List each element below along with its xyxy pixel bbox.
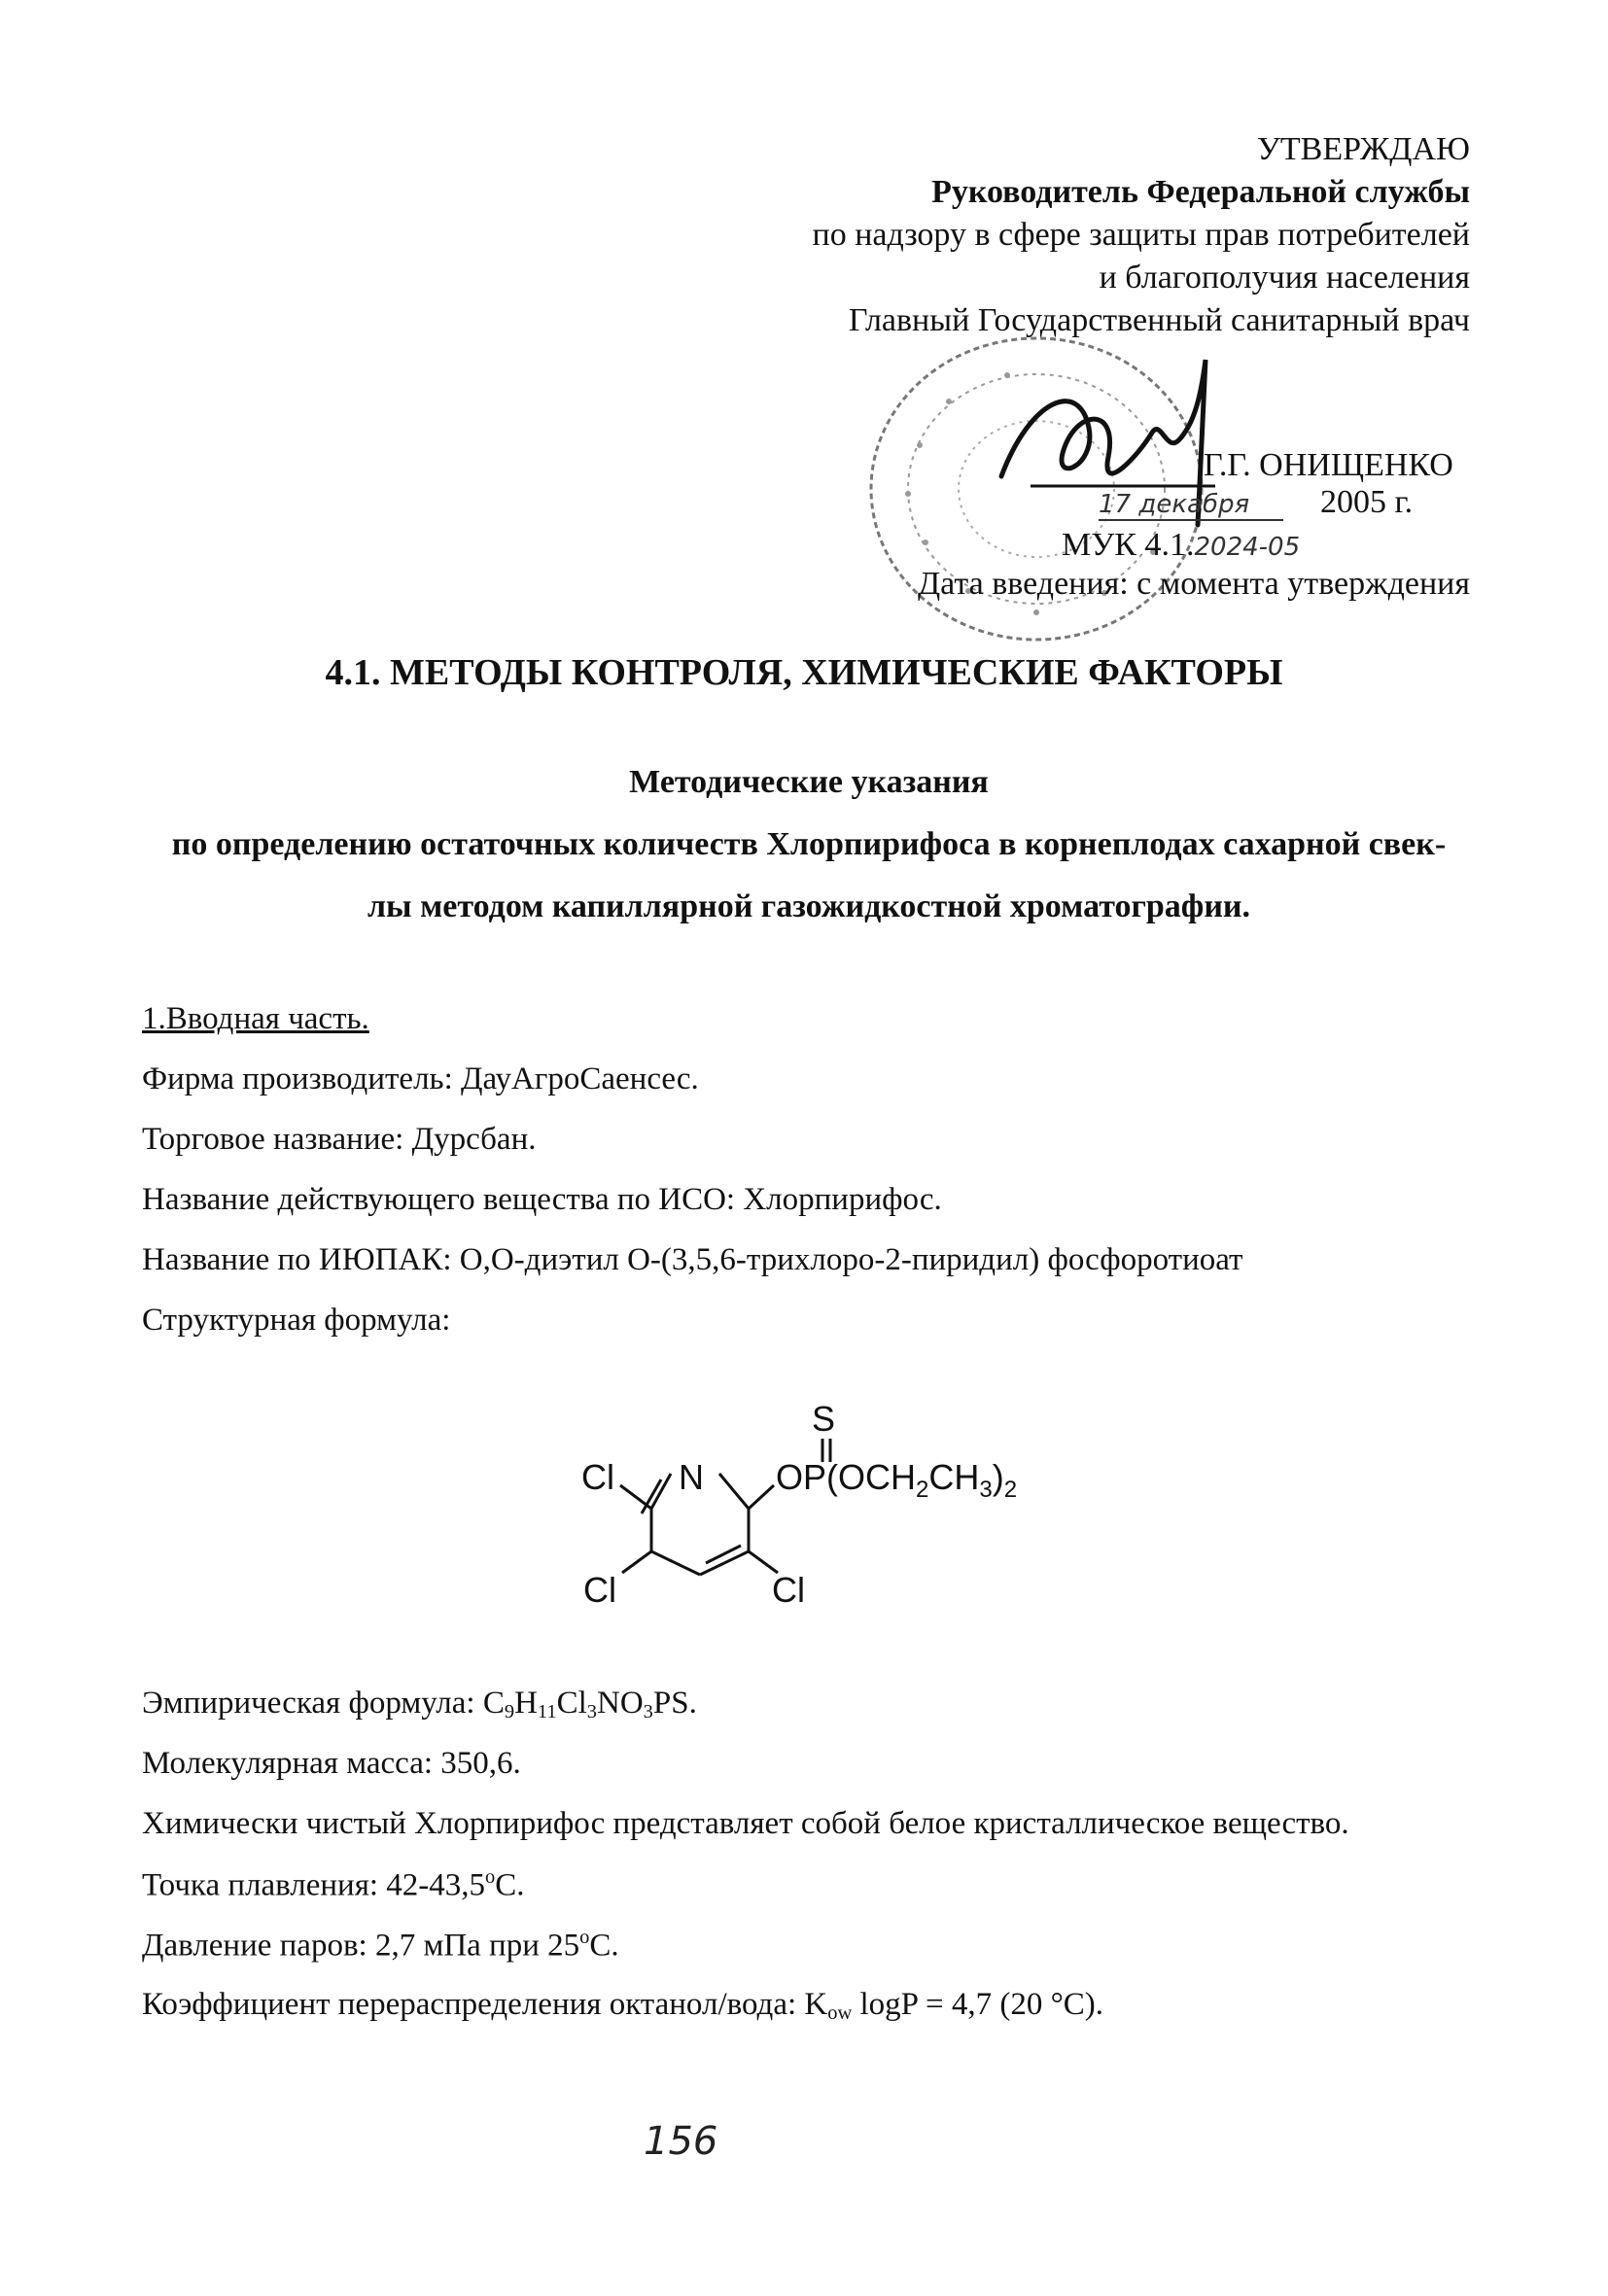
page-number: 156 [644, 2119, 718, 2164]
approval-line-1: Руководитель Федеральной службы [931, 174, 1470, 210]
structural-formula-label: Структурная формула: [142, 1303, 451, 1338]
partition-coefficient: Коэффициент перераспределения октанол/вода: $K_{ow}$ logP = 4,7 (20 °С). [142, 1987, 1104, 2025]
signatory-name: Г.Г. ОНИЩЕНКО [1204, 447, 1453, 483]
sulfur-label: S [812, 1399, 836, 1439]
approval-line-3: и благополучия населения [1099, 260, 1470, 296]
approval-year: 2005 г. [1320, 484, 1414, 520]
manufacturer: Фирма производитель: ДауАгроСаенсес. [142, 1061, 699, 1096]
chlorine-bottom-right: Cl [772, 1570, 805, 1610]
trade-name: Торговое название: Дурсбан. [142, 1122, 537, 1157]
structural-formula [564, 1380, 1108, 1623]
muk-number [1062, 527, 1300, 564]
muk-handwritten-number: 2024-05 [1194, 533, 1301, 562]
nitrogen-label: N [679, 1457, 704, 1497]
intro-heading: 1.Вводная часть. [142, 1001, 369, 1036]
approval-line-4: Главный Государственный санитарный врач [848, 302, 1470, 338]
chlorine-top-left: Cl [581, 1457, 614, 1497]
intro-date: Дата введения: с момента утверждения [917, 566, 1470, 602]
phosphorothioate-label: $OP(OCH_2CH_3)_2$ [776, 1457, 1018, 1503]
muk-prefix: МУК 4.1. [1062, 527, 1195, 563]
approval-line-2: по надзору в сфере защиты прав потребителей [812, 217, 1470, 253]
empirical-formula: Эмпирическая формула: $C_9H_{11}Cl_3NO_3PS$. [142, 1686, 697, 1723]
vapor-pressure: Давление паров: 2,7 мПа при 25$^o$С. [142, 1927, 619, 1964]
approval-date [1099, 484, 1413, 521]
iso-name: Название действующего вещества по ИСО: Хлорпирифос. [142, 1182, 942, 1217]
section-title: 4.1. МЕТОДЫ КОНТРОЛЯ, ХИМИЧЕСКИЕ ФАКТОРЫ [325, 652, 1283, 693]
substance-description: Химически чистый Хлорпирифос представляет собой белое кристаллическое вещество. [142, 1806, 1349, 1841]
guideline-title-1: Методические указания [629, 764, 989, 800]
handwritten-date: 17 декабря [1099, 490, 1283, 521]
approval-block [731, 128, 1470, 342]
iupac-name: Название по ИЮПАК: О,О-диэтил О-(3,5,6-трихлоро-2-пиридил) фосфоротиоат [142, 1242, 1243, 1277]
guideline-title-3: лы методом капиллярной газожидкостной хроматографии. [367, 888, 1251, 924]
approval-heading: УТВЕРЖДАЮ [1256, 131, 1470, 167]
chlorine-bottom-left: Cl [583, 1570, 616, 1610]
molar-mass: Молекулярная масса: 350,6. [142, 1746, 521, 1781]
guideline-title-2: по определению остаточных количеств Хлорпирифоса в корнеплодах сахарной свек- [171, 826, 1447, 862]
melting-point: Точка плавления: 42-43,5$^o$С. [142, 1866, 525, 1903]
